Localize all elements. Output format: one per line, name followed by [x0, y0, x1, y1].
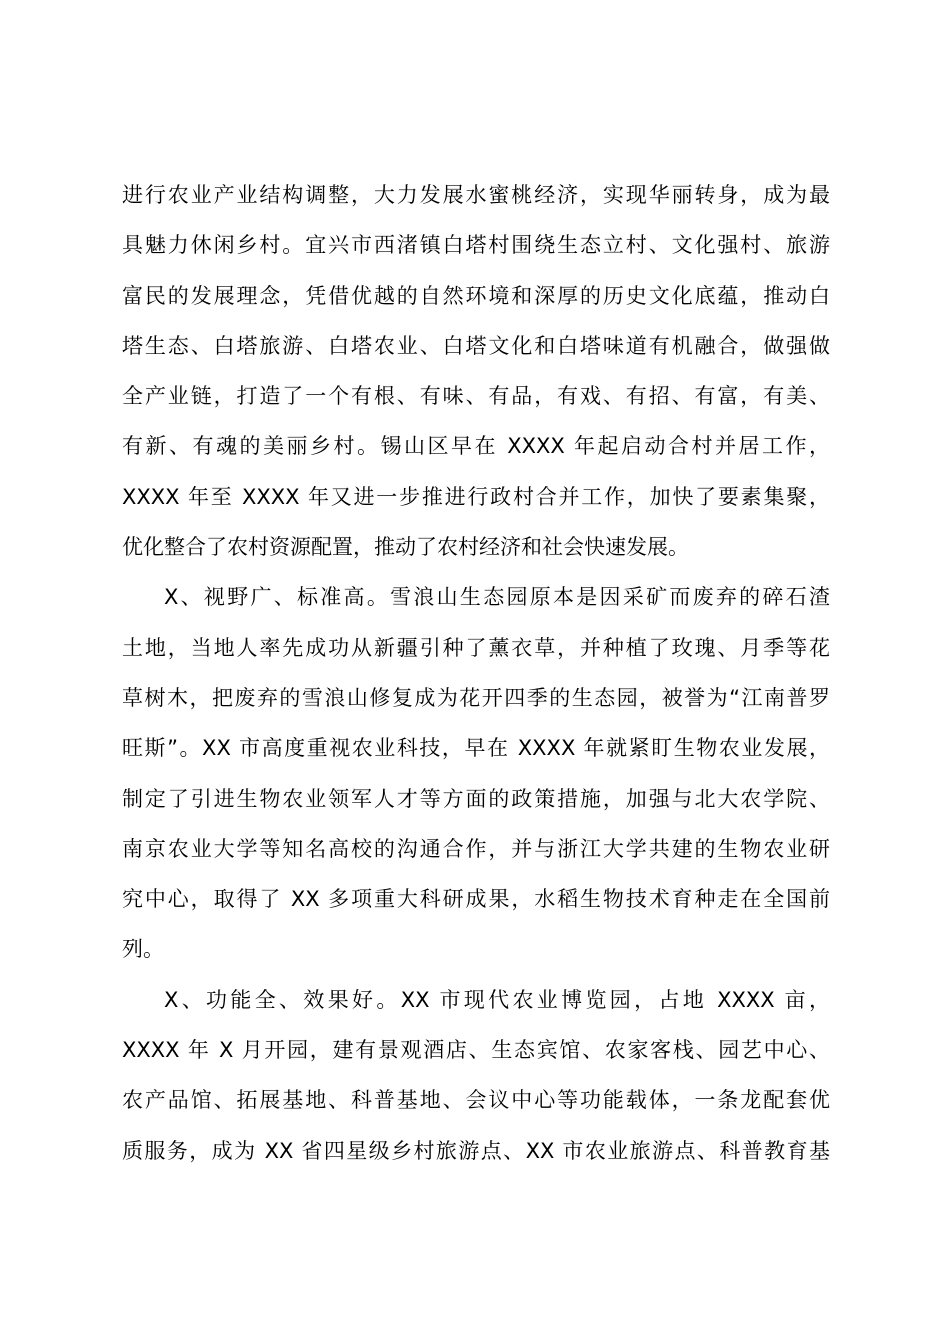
text-line: 农产品馆、拓展基地、科普基地、会议中心等功能载体，一条龙配套优	[122, 1088, 830, 1113]
text-line: 具魅力休闲乡村。宜兴市西渚镇白塔村围绕生态立村、文化强村、旅游	[122, 233, 830, 258]
body-text	[122, 170, 830, 1176]
text-line: 制定了引进生物农业领军人才等方面的政策措施，加强与北大农学院、	[122, 786, 830, 811]
text-line: XXXX 年至 XXXX 年又进一步推进行政村合并工作，加快了要素集聚，	[122, 484, 830, 509]
text-line: 进行农业产业结构调整，大力发展水蜜桃经济，实现华丽转身，成为最	[122, 183, 830, 207]
text-line: 质服务，成为 XX 省四星级乡村旅游点、XX 市农业旅游点、科普教育基	[122, 1138, 830, 1163]
text-line: 富民的发展理念，凭借优越的自然环境和深厚的历史文化底蕴，推动白	[122, 283, 830, 308]
text-line: 全产业链，打造了一个有根、有味、有品，有戏、有招、有富，有美、	[122, 384, 830, 409]
text-line: 旺斯”。XX 市高度重视农业科技，早在 XXXX 年就紧盯生物农业发展，	[122, 736, 830, 761]
text-line: 土地，当地人率先成功从新疆引种了薰衣草，并种植了玫瑰、月季等花	[122, 635, 830, 660]
text-line: 南京农业大学等知名高校的沟通合作，并与浙江大学共建的生物农业研	[122, 836, 830, 861]
text-line: XXXX 年 X 月开园，建有景观酒店、生态宾馆、农家客栈、园艺中心、	[122, 1038, 830, 1063]
text-line: X、视野广、标准高。雪浪山生态园原本是因采矿而废弃的碎石渣	[164, 585, 830, 610]
text-line: 有新、有魂的美丽乡村。锡山区早在 XXXX 年起启动合村并居工作，	[122, 434, 830, 459]
text-line: 列。	[122, 937, 164, 962]
text-line: 草树木，把废弃的雪浪山修复成为花开四季的生态园，被誉为“江南普罗	[122, 685, 830, 710]
text-line: X、功能全、效果好。XX 市现代农业博览园，占地 XXXX 亩，	[164, 987, 830, 1012]
text-line: 究中心，取得了 XX 多项重大科研成果，水稻生物技术育种走在全国前	[122, 887, 830, 912]
text-line: 优化整合了农村资源配置，推动了农村经济和社会快速发展。	[122, 535, 689, 560]
text-line: 塔生态、白塔旅游、白塔农业、白塔文化和白塔味道有机融合，做强做	[122, 333, 830, 358]
